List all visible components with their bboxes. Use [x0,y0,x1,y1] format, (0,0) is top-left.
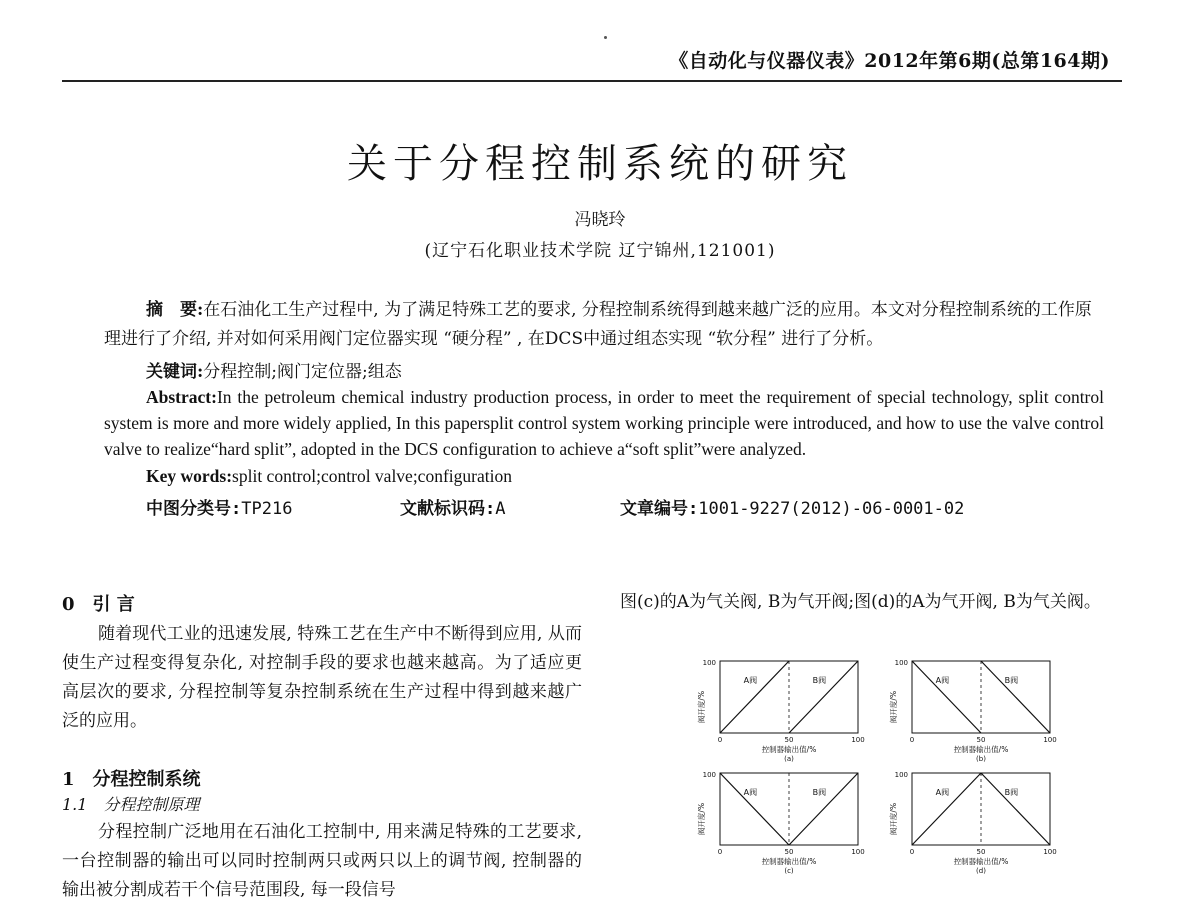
article-title: 关于分程控制系统的研究 [347,141,853,187]
keywords-en-text: split control;control valve;configuration [232,466,512,486]
x-tick: 100 [851,848,865,856]
panel-label: (b) [976,755,986,763]
valve-b-label: B阀 [1004,676,1019,685]
doc-code-label: 文献标识码: [400,499,496,519]
valve-b-label: B阀 [812,676,827,685]
valve-b-line [789,773,858,845]
valve-a-line [720,661,789,733]
y-max-tick: 100 [894,659,908,667]
section-1-1-heading: 1.1 分程控制原理 [62,795,200,814]
abstract-cn-label: 摘 要: [146,300,204,320]
section-1-1-paragraph: 分程控制广泛地用在石油化工控制中, 用来满足特殊的工艺要求, 一台控制器的输出可以同时控制两只或两只以上的调节阀, 控制器的输出被分割成若干个信号范围段, 每一段信号 [62,822,582,900]
keywords-cn-text: 分程控制;阀门定位器;组态 [203,362,402,382]
y-max-tick: 100 [702,659,716,667]
panel-label: (c) [784,867,794,875]
valve-a-line [720,773,789,845]
x-tick: 50 [784,736,794,744]
article-number-value: 1001-9227(2012)-06-0001-02 [698,499,965,519]
doc-code [400,494,506,519]
abstract-en-text: In the petroleum chemical industry production process, in order to meet the requirement of special technology, split control system is more and more widely applied, In this papersplit control system working principle were introduced, and how to use the valve control valve to realize“hard split”, adopted in the DCS configuration to achieve a“soft split”were analyzed. [104,387,1104,459]
running-head: 《自动化与仪器仪表》2012年第6期(总第164期) [669,50,1110,72]
x-axis-label: 控制器输出值/% [953,745,1009,754]
x-tick: 50 [976,736,986,744]
x-axis-label: 控制器输出值/% [761,745,817,754]
x-tick: 50 [784,848,794,856]
abstract-cn-text: 在石油化工生产过程中, 为了满足特殊工艺的要求, 分程控制系统得到越来越广泛的应用。本文对分程控制系统的工作原理进行了介绍, 并对如何采用阀门定位器实现 “硬分程” , 在DCS中通过组态实现 “软分程” 进行了分析。 [104,300,1092,349]
affiliation: (辽宁石化职业技术学院 辽宁锦州,121001) [424,241,776,261]
valve-a-label: A阀 [743,676,758,685]
y-max-tick: 100 [702,771,716,779]
author: 冯晓玲 [574,210,626,230]
valve-a-line [912,773,981,845]
valve-a-label: A阀 [935,676,950,685]
abstract-en-label: Abstract: [146,387,217,407]
valve-b-line [789,661,858,733]
keywords-cn-label: 关键词: [146,362,204,382]
x-axis-label: 控制器输出值/% [953,857,1009,866]
y-axis-label: 阀开度/% [697,690,706,724]
x-tick: 0 [717,848,723,856]
y-max-tick: 100 [894,771,908,779]
valve-b-label: B阀 [812,788,827,797]
valve-a-label: A阀 [935,788,950,797]
y-axis-label: 阀开度/% [697,802,706,836]
clc-number [146,494,292,519]
x-tick: 100 [851,736,865,744]
y-axis-label: 阀开度/% [889,690,898,724]
article-number-label: 文章编号: [620,499,699,519]
keywords-en [146,466,512,487]
valve-a-label: A阀 [743,788,758,797]
valve-b-label: B阀 [1004,788,1019,797]
article-number [620,494,964,519]
panel-label: (a) [784,755,794,763]
split-range-figure [690,655,1070,887]
valve-b-line [981,661,1050,733]
panel-label: (d) [976,867,986,875]
doc-code-value: A [495,499,506,519]
x-tick: 0 [909,848,915,856]
x-tick: 0 [717,736,723,744]
valve-b-line [981,773,1050,845]
x-tick: 0 [909,736,915,744]
section-0-paragraph: 随着现代工业的迅速发展, 特殊工艺在生产中不断得到应用, 从而使生产过程变得复杂化, 对控制手段的要求也越来越高。为了适应更高层次的要求, 分程控制等复杂控制系统在生产过程中得到越来越广泛的应用。 [62,624,582,731]
figure-svg [690,655,1070,887]
section-0-heading: 0 引 言 [62,594,135,615]
clc-label: 中图分类号: [146,499,242,519]
y-axis-label: 阀开度/% [889,802,898,836]
clc-value: TP216 [241,499,293,519]
section-1-heading: 1 分程控制系统 [62,769,201,790]
x-tick: 100 [1043,736,1057,744]
abstract-cn [104,296,1104,354]
header-rule [62,80,1122,82]
decorative-dot [604,36,607,39]
keywords-en-label: Key words: [146,466,233,486]
x-tick: 100 [1043,848,1057,856]
right-column-paragraph: 图(c)的A为气关阀, B为气开阀;图(d)的A为气开阀, B为气关阀。 [620,592,1101,612]
x-axis-label: 控制器输出值/% [761,857,817,866]
valve-a-line [912,661,981,733]
x-tick: 50 [976,848,986,856]
keywords-cn [146,358,1106,387]
abstract-en [104,384,1104,462]
